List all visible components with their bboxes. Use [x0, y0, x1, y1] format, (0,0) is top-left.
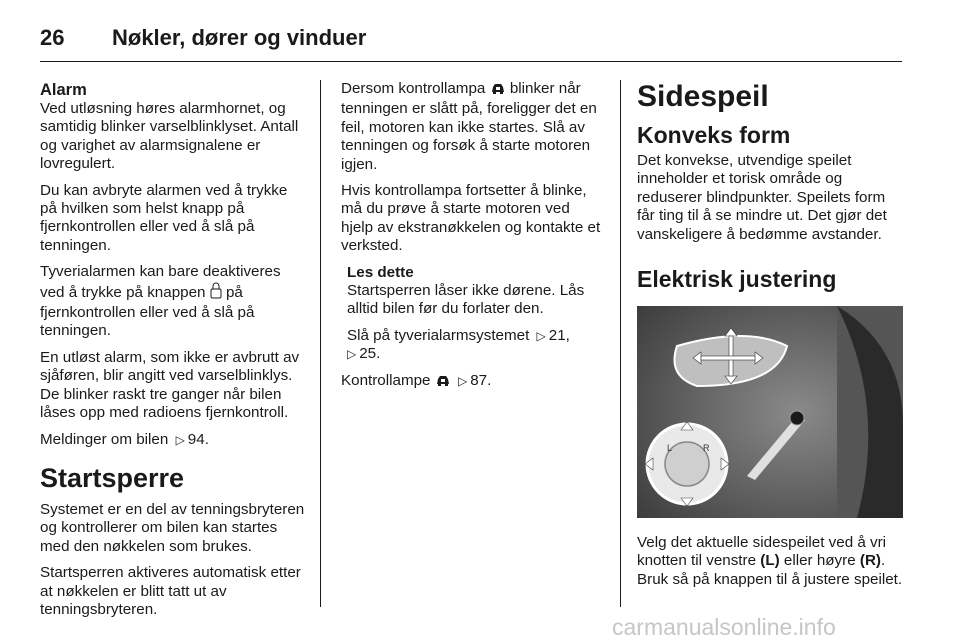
- alarm-paragraph-3: Tyverialarmen kan bare deaktiveres ved å trykke på knappen på fjernkontrollen eller ved å slå på tenningen.: [40, 263, 281, 340]
- figure-label-r: R: [703, 443, 710, 454]
- page-ref-arrow-icon: ▷: [457, 373, 468, 388]
- startsperre-heading: Startsperre: [40, 462, 185, 493]
- elektrisk-paragraph: Velg det aktuelle sidespeilet ved å vri knotten til venstre (L) eller høyre (R). Bruk så på knappen til å justere speilet.: [637, 534, 903, 588]
- page-number: 26: [40, 25, 65, 50]
- figure-label-l: L: [667, 443, 673, 454]
- col2-paragraph-2: Hvis kontrollampa fortsetter å blinke, må du prøve å starte motoren ved hjelp av ekstranøkkelen og kontakte et verksted.: [341, 182, 601, 255]
- konveks-heading: Konveks form: [637, 122, 791, 148]
- page-ref-arrow-icon: ▷: [175, 432, 185, 447]
- column-divider-2: [620, 80, 621, 607]
- page-header: [40, 18, 902, 58]
- page-ref[interactable]: 94.: [187, 430, 209, 448]
- lock-icon: [210, 282, 222, 304]
- page-ref[interactable]: 25.: [359, 345, 381, 363]
- note-box: [341, 264, 603, 364]
- column-3: [637, 80, 903, 597]
- startsperre-paragraph-1: Systemet er en del av tenningsbryteren og kontrollerer om bilen kan startes med den nøkkelen som brukes.: [40, 500, 305, 555]
- page-ref[interactable]: 87.: [470, 371, 492, 389]
- note-text: Startsperren låser ikke dørene. Lås alltid bilen før du forlater den.: [347, 282, 585, 318]
- elektrisk-heading: Elektrisk justering: [637, 266, 837, 293]
- alarm-paragraph-2: Du kan avbryte alarmen ved å trykke på hvilken som helst knapp på fjernkontrollen eller ved å slå på tenningen.: [40, 181, 288, 254]
- note-ref-text: Slå på tyverialarmsystemet ▷ 21, ▷ 25.: [347, 326, 570, 363]
- sidespeil-heading: Sidespeil: [637, 80, 769, 113]
- konveks-paragraph: Det konvekse, utvendige speilet inneholder et torisk område og reduserer blindpunkter. Speilets form får ting til å se mindre ut. Det gjør det vanskeligere å bedømme avstander.: [637, 152, 887, 243]
- immobilizer-car-key-icon: [490, 82, 506, 100]
- alarm-paragraph-4: En utløst alarm, som ikke er avbrutt av sjåføren, blir angitt ved varselblinklys. De blinker raskt tre ganger når bilen låses opp med radioens fjernkontroll.: [40, 348, 300, 422]
- page-ref[interactable]: 21,: [548, 326, 570, 344]
- page-ref-arrow-icon: ▷: [536, 328, 546, 343]
- col2-paragraph-3: Kontrollampe ▷ 87.: [341, 372, 603, 392]
- mirror-control-photo: [637, 306, 903, 518]
- column-2: [341, 80, 603, 400]
- immobilizer-car-key-icon: [435, 374, 451, 392]
- alarm-paragraph-1: Ved utløsning høres alarmhornet, og samtidig blinker varselblinklyset. Antall og varighet av alarmsignalene er lovregulert.: [40, 100, 299, 173]
- alarm-heading: Alarm: [40, 81, 87, 99]
- header-rule: [40, 61, 902, 62]
- column-1: [40, 80, 308, 627]
- startsperre-paragraph-2: Startsperren aktiveres automatisk etter at nøkkelen er blitt tatt ut av tenningsbryteren.: [40, 564, 301, 618]
- alarm-paragraph-5: Meldinger om bilen ▷ 94.: [40, 430, 209, 448]
- watermark: carmanualsonline.info: [612, 614, 836, 640]
- col2-paragraph-1: Dersom kontrollampa blinker når tenningen er slått på, foreligger det en feil, motoren kan ikke startes. Slå av tenningen og forsøk å starte motoren igjen.: [341, 80, 597, 173]
- chapter-title: Nøkler, dører og vinduer: [112, 25, 367, 50]
- page-ref-arrow-icon: ▷: [347, 347, 357, 362]
- column-divider-1: [320, 80, 321, 607]
- note-heading: Les dette: [347, 263, 414, 281]
